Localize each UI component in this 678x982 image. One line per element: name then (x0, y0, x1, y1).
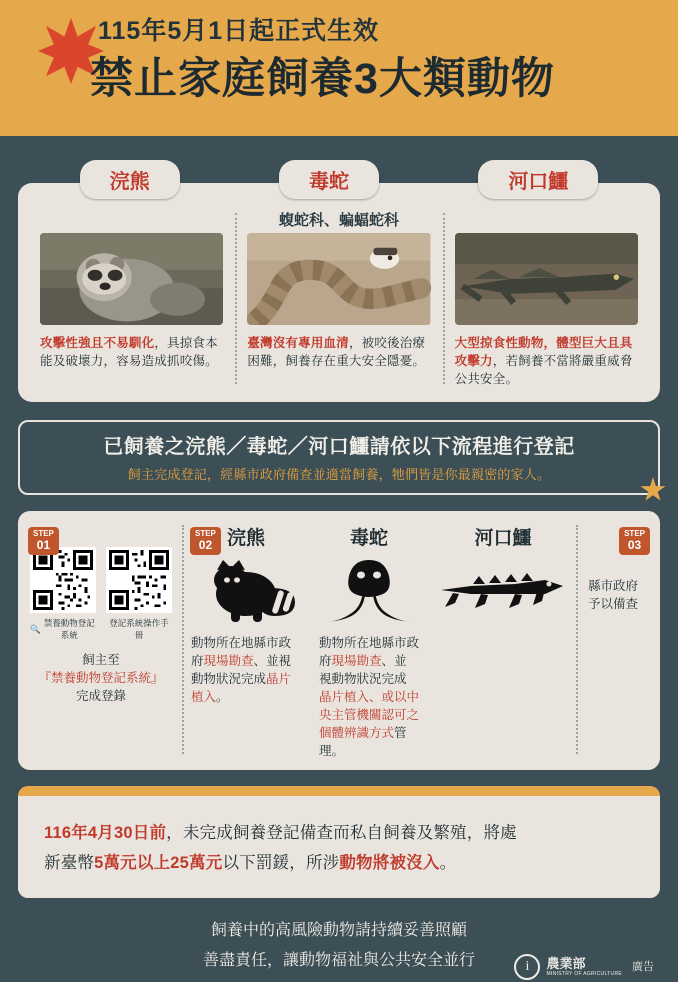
qr-caption-text: 禁養動物登記系統 (43, 618, 95, 640)
step-badge-label: STEP (195, 529, 216, 538)
qr-item-manual[interactable] (106, 547, 172, 641)
crocodile-silhouette-icon (437, 552, 569, 630)
text-b: 現場勘查 (203, 654, 254, 668)
penalty-line-1-rest: ，未完成飼養登記備查而私自飼養及繁殖，將處 (166, 824, 517, 842)
step-03-badge (619, 527, 650, 555)
qr-codes (30, 547, 172, 641)
animal-description-rest: ，被咬後治療困難，飼養存在重大安全隱憂。 (247, 336, 426, 368)
animal-description-rest: ，具掠食本能及破壞力，容易造成抓咬傷。 (40, 336, 218, 368)
text-d: 晶片植入 (191, 672, 292, 704)
step-badge-number: 03 (627, 538, 642, 552)
text-a: 動物所在地縣市政府 (319, 636, 420, 668)
step-02-col-raccoon (182, 523, 310, 760)
animal-cards-section (18, 160, 660, 402)
animal-card-crocodile (443, 209, 650, 388)
qr-code-icon[interactable] (106, 547, 172, 613)
animal-description-highlight: 臺灣沒有專用血清 (247, 336, 349, 350)
penalty-notice (18, 786, 660, 898)
qr-caption-system (30, 617, 96, 641)
registration-banner-wrap (18, 420, 660, 495)
step-badge-number: 01 (36, 538, 51, 552)
step-01-line2: 『禁養動物登記系統』 (38, 671, 164, 685)
penalty-line-2 (44, 848, 634, 878)
text-e: 。 (216, 690, 229, 704)
page-title-sub: 115年5月1日起正式生效 (98, 17, 380, 45)
ministry-logo-icon: i (514, 954, 540, 980)
animal-cards (18, 183, 660, 402)
step-02 (182, 519, 578, 760)
ministry-logo (514, 952, 654, 982)
step-02-col-snake (310, 523, 428, 760)
step-badge-number: 02 (198, 538, 213, 552)
animal-description (40, 334, 223, 370)
crocodile-photo (455, 233, 638, 325)
step-02-text-snake (319, 634, 419, 760)
step-badge-label: STEP (624, 529, 645, 538)
animal-subtitle (40, 209, 223, 229)
rattlesnake-photo (247, 233, 430, 325)
step-01-line1: 飼主至 (82, 653, 120, 667)
penalty-confiscation: 動物將被沒入 (339, 854, 440, 872)
animal-description (247, 334, 430, 370)
cobra-silhouette-icon (319, 552, 419, 630)
penalty-currency: 新臺幣 (44, 854, 95, 872)
ministry-name-en: MINISTRY OF AGRICULTURE (546, 970, 622, 977)
text-c: 、並視動物狀況完成 (191, 654, 292, 686)
tab-raccoon[interactable]: 浣熊 (80, 160, 180, 199)
raccoon-photo (40, 233, 223, 325)
steps-section (18, 511, 660, 770)
qr-item-system[interactable] (30, 547, 96, 641)
text-e: 管理。 (319, 726, 407, 758)
text-d: 晶片植入、或以中央主管機關認可之個體辨識方式 (319, 690, 420, 740)
tab-crocodile[interactable]: 河口鱷 (478, 160, 598, 199)
banner-title: 已飼養之浣熊／毒蛇／河口鱷請依以下流程進行登記 (103, 436, 575, 458)
penalty-line-2-end: 。 (439, 854, 457, 872)
step-02-title-raccoon: 浣熊 (226, 528, 265, 549)
animal-description-highlight: 大型掠食性動物，體型巨大且具攻擊力 (454, 336, 633, 368)
step-02-text-raccoon (191, 634, 301, 706)
animal-description-highlight: 攻擊性強且不易馴化 (40, 336, 155, 350)
search-icon: 🔍 (30, 623, 41, 634)
qr-caption-text: 登記系統操作手冊 (109, 618, 169, 640)
text-a: 動物所在地縣市政府 (191, 636, 292, 668)
penalty-deadline: 116年4月30日前 (44, 824, 167, 842)
animal-subtitle (455, 209, 638, 229)
step-03-line1: 縣市政府 (588, 579, 639, 593)
step-02-title-snake: 毒蛇 (349, 528, 388, 549)
penalty-amount: 5萬元以上25萬元 (94, 854, 223, 872)
animal-card-snake (235, 209, 442, 388)
text-c: 、並視動物狀況完成 (319, 654, 407, 686)
step-01-text (30, 651, 172, 705)
text-b: 現場勘查 (331, 654, 382, 668)
tab-venomous-snake[interactable]: 毒蛇 (279, 160, 379, 199)
qr-caption-manual (106, 617, 172, 641)
qr-code-icon[interactable] (30, 547, 96, 613)
step-01 (18, 519, 182, 760)
step-02-col-crocodile (428, 523, 578, 760)
step-01-line3: 完成登錄 (75, 689, 126, 703)
animal-description-rest: ，若飼養不當將嚴重威脅公共安全。 (454, 354, 633, 386)
animal-card-raccoon (28, 209, 235, 388)
animal-tabs (18, 160, 660, 199)
step-01-badge (28, 527, 59, 555)
step-03-line2: 予以備查 (588, 597, 639, 611)
footer-line-1: 飼養中的高風險動物請持續妥善照顧 (210, 922, 467, 939)
step-02-title-crocodile: 河口鱷 (474, 528, 532, 549)
penalty-line-2-mid: 以下罰鍰，所涉 (222, 854, 340, 872)
raccoon-silhouette-icon (191, 552, 301, 630)
penalty-line-1 (44, 818, 634, 848)
animal-subtitle: 蝮蛇科、蝙蝠蛇科 (278, 212, 399, 229)
animal-description (455, 334, 638, 388)
step-badge-label: STEP (33, 529, 54, 538)
page-title: 禁止家庭飼養3大類動物 (90, 55, 555, 103)
registration-banner (18, 420, 660, 495)
ad-label: 廣告 (632, 961, 654, 973)
banner-subtitle: 飼主完成登記，經縣市政府備查並適當飼養，牠們皆是你最親密的家人。 (127, 467, 551, 482)
page-header (0, 0, 678, 136)
step-03 (578, 519, 660, 760)
step-02-badge (190, 527, 221, 555)
footer-line-2: 善盡責任，讓動物福祉與公共安全並行 (202, 952, 475, 969)
ministry-name: 農業部 (546, 955, 586, 971)
page-footer (0, 916, 678, 976)
